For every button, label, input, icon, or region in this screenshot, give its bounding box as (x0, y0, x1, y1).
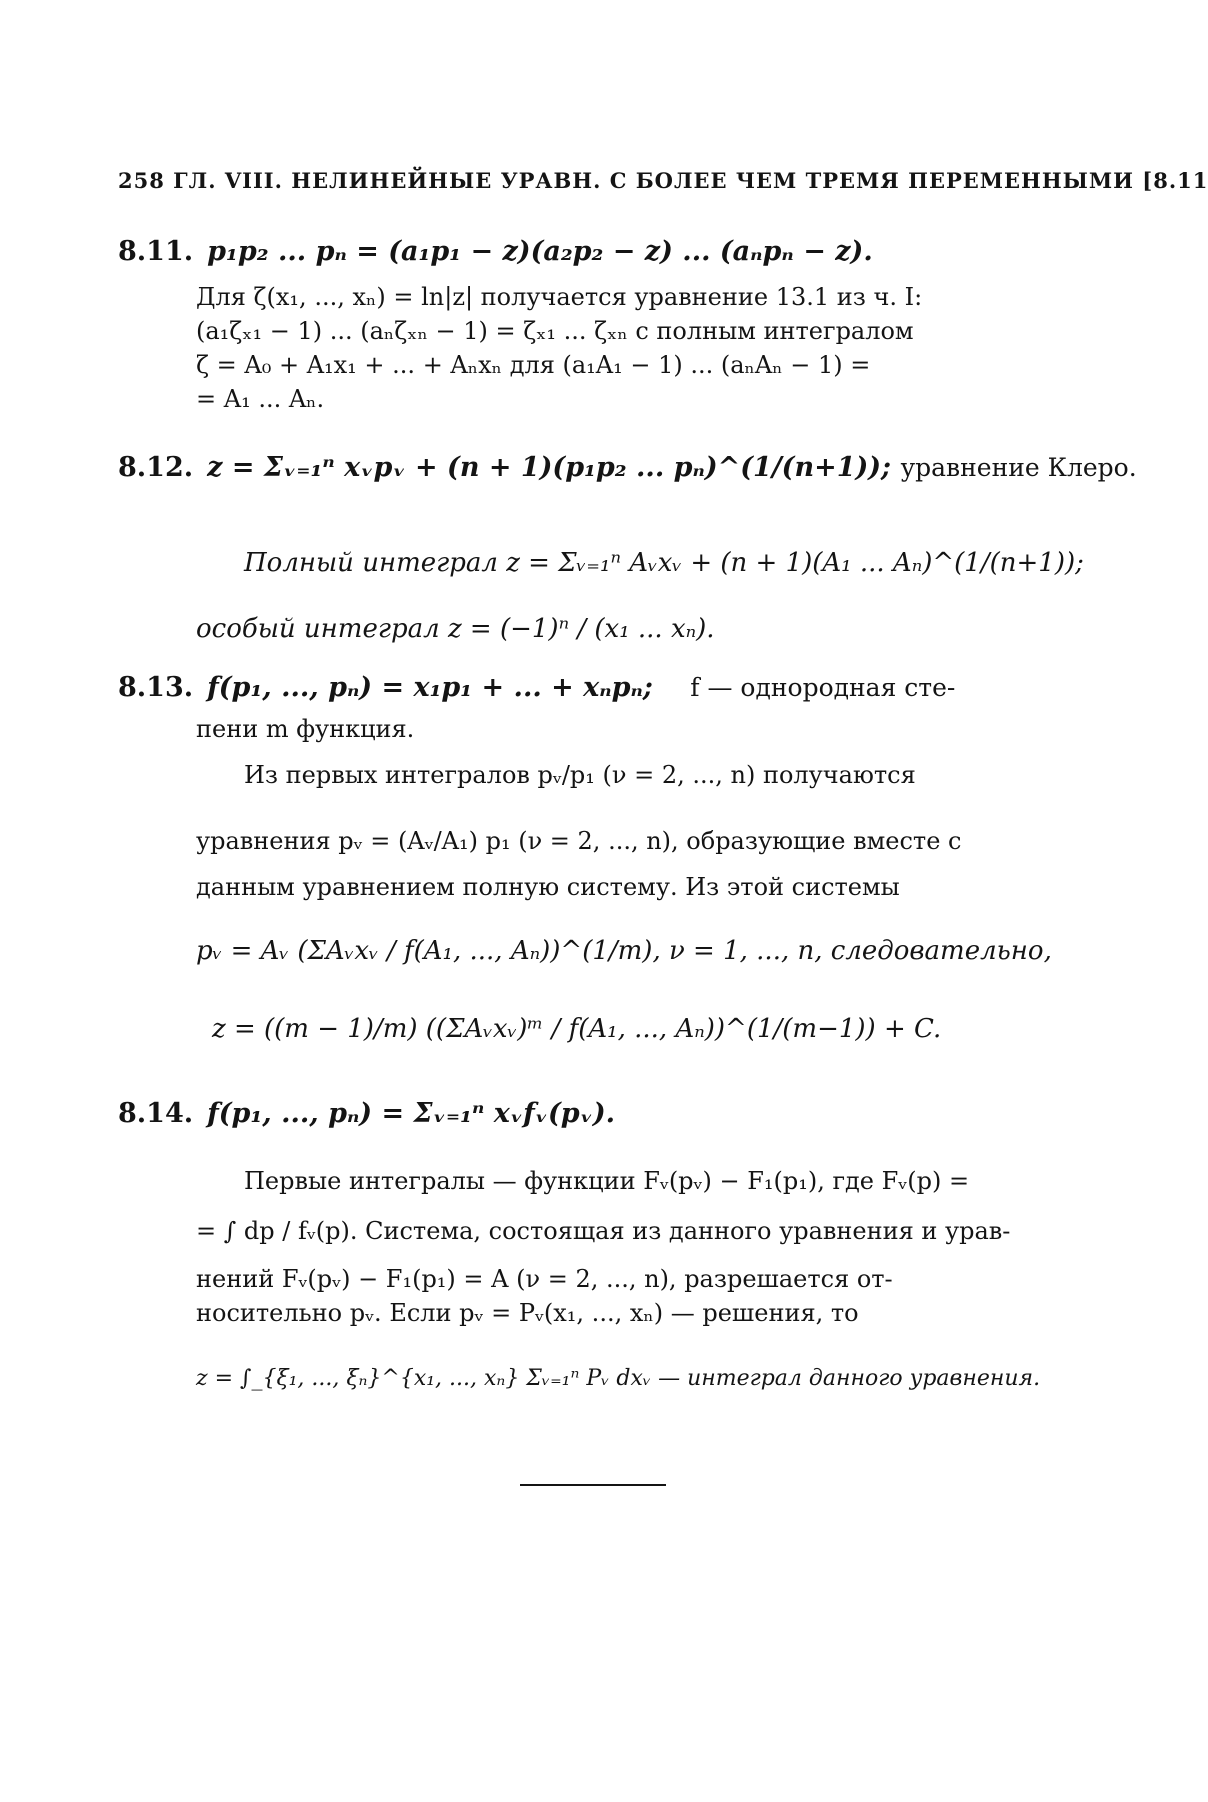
formula-number: 8.14. (118, 1098, 194, 1129)
formula-number: 8.11. (118, 236, 194, 267)
formula-8-14-line-4: носительно pᵥ. Если pᵥ = Pᵥ(x₁, ..., xₙ) — решения, то (196, 1299, 859, 1327)
formula-number: 8.12. (118, 452, 194, 483)
formula-equation: f(p₁, ..., pₙ) = x₁p₁ + ... + xₙpₙ; (207, 672, 653, 703)
formula-8-14-line-2: = ∫ dp / fᵥ(p). Система, состоящая из данного уравнения и урав- (196, 1217, 1011, 1245)
formula-8-11-line-2: (a₁ζₓ₁ − 1) ... (aₙζₓₙ − 1) = ζₓ₁ ... ζₓₙ с полным интегралом (196, 317, 914, 345)
formula-caption: уравнение Клеро. (900, 453, 1137, 482)
formula-equation: p₁p₂ ... pₙ = (a₁p₁ − z)(a₂p₂ − z) ... (aₙpₙ − z). (207, 236, 873, 267)
formula-8-13-line-4: данным уравнением полную систему. Из этой системы (196, 873, 900, 901)
formula-8-12-line-2: особый интеграл z = (−1)ⁿ / (x₁ ... xₙ). (196, 614, 715, 644)
formula-8-14-line-3: нений Fᵥ(pᵥ) − F₁(p₁) = A (ν = 2, ..., n), разрешается от- (196, 1265, 893, 1293)
formula-8-13-line-6: z = ((m − 1)/m) ((ΣAᵥxᵥ)ᵐ / f(A₁, ..., Aₙ))^(1/(m−1)) + C. (212, 1014, 942, 1044)
formula-8-12 (118, 452, 1137, 483)
formula-8-13-line-1: пени m функция. (196, 715, 415, 743)
formula-number: 8.13. (118, 672, 194, 703)
formula-8-11-line-3: ζ = A₀ + A₁x₁ + ... + Aₙxₙ для (a₁A₁ − 1) ... (aₙAₙ − 1) = (196, 351, 871, 379)
formula-8-12-line-1: Полный интеграл z = Σᵥ₌₁ⁿ Aᵥxᵥ + (n + 1)(A₁ ... Aₙ)^(1/(n+1)); (244, 548, 1084, 578)
end-rule (520, 1484, 666, 1486)
formula-caption: f — однородная сте- (690, 673, 956, 702)
formula-8-14-line-5: z = ∫_{ξ₁, ..., ξₙ}^{x₁, ..., xₙ} Σᵥ₌₁ⁿ Pᵥ dxᵥ — интеграл данного уравнения. (196, 1366, 1041, 1391)
formula-8-13-line-5: pᵥ = Aᵥ (ΣAᵥxᵥ / f(A₁, ..., Aₙ))^(1/m), ν = 1, ..., n, следовательно, (196, 936, 1052, 966)
formula-8-14 (118, 1098, 1080, 1129)
formula-8-13-line-3: уравнения pᵥ = (Aᵥ/A₁) p₁ (ν = 2, ..., n), образующие вместе с (196, 827, 962, 855)
running-header: 258 ГЛ. VIII. НЕЛИНЕЙНЫЕ УРАВН. С БОЛЕЕ ЧЕМ ТРЕМЯ ПЕРЕМЕННЫМИ [8.11 (118, 168, 1208, 193)
formula-8-13 (118, 672, 1080, 703)
formula-8-11 (118, 236, 1080, 267)
formula-8-14-line-1: Первые интегралы — функции Fᵥ(pᵥ) − F₁(p₁), где Fᵥ(p) = (244, 1167, 970, 1195)
formula-equation: z = Σᵥ₌₁ⁿ xᵥpᵥ + (n + 1)(p₁p₂ ... pₙ)^(1/(n+1)); (207, 452, 892, 483)
formula-equation: f(p₁, ..., pₙ) = Σᵥ₌₁ⁿ xᵥfᵥ(pᵥ). (207, 1098, 616, 1129)
formula-8-13-line-2: Из первых интегралов pᵥ/p₁ (ν = 2, ..., n) получаются (244, 761, 916, 789)
formula-8-11-line-1: Для ζ(x₁, ..., xₙ) = ln|z| получается уравнение 13.1 из ч. I: (196, 283, 923, 311)
formula-8-11-line-4: = A₁ ... Aₙ. (196, 385, 325, 413)
